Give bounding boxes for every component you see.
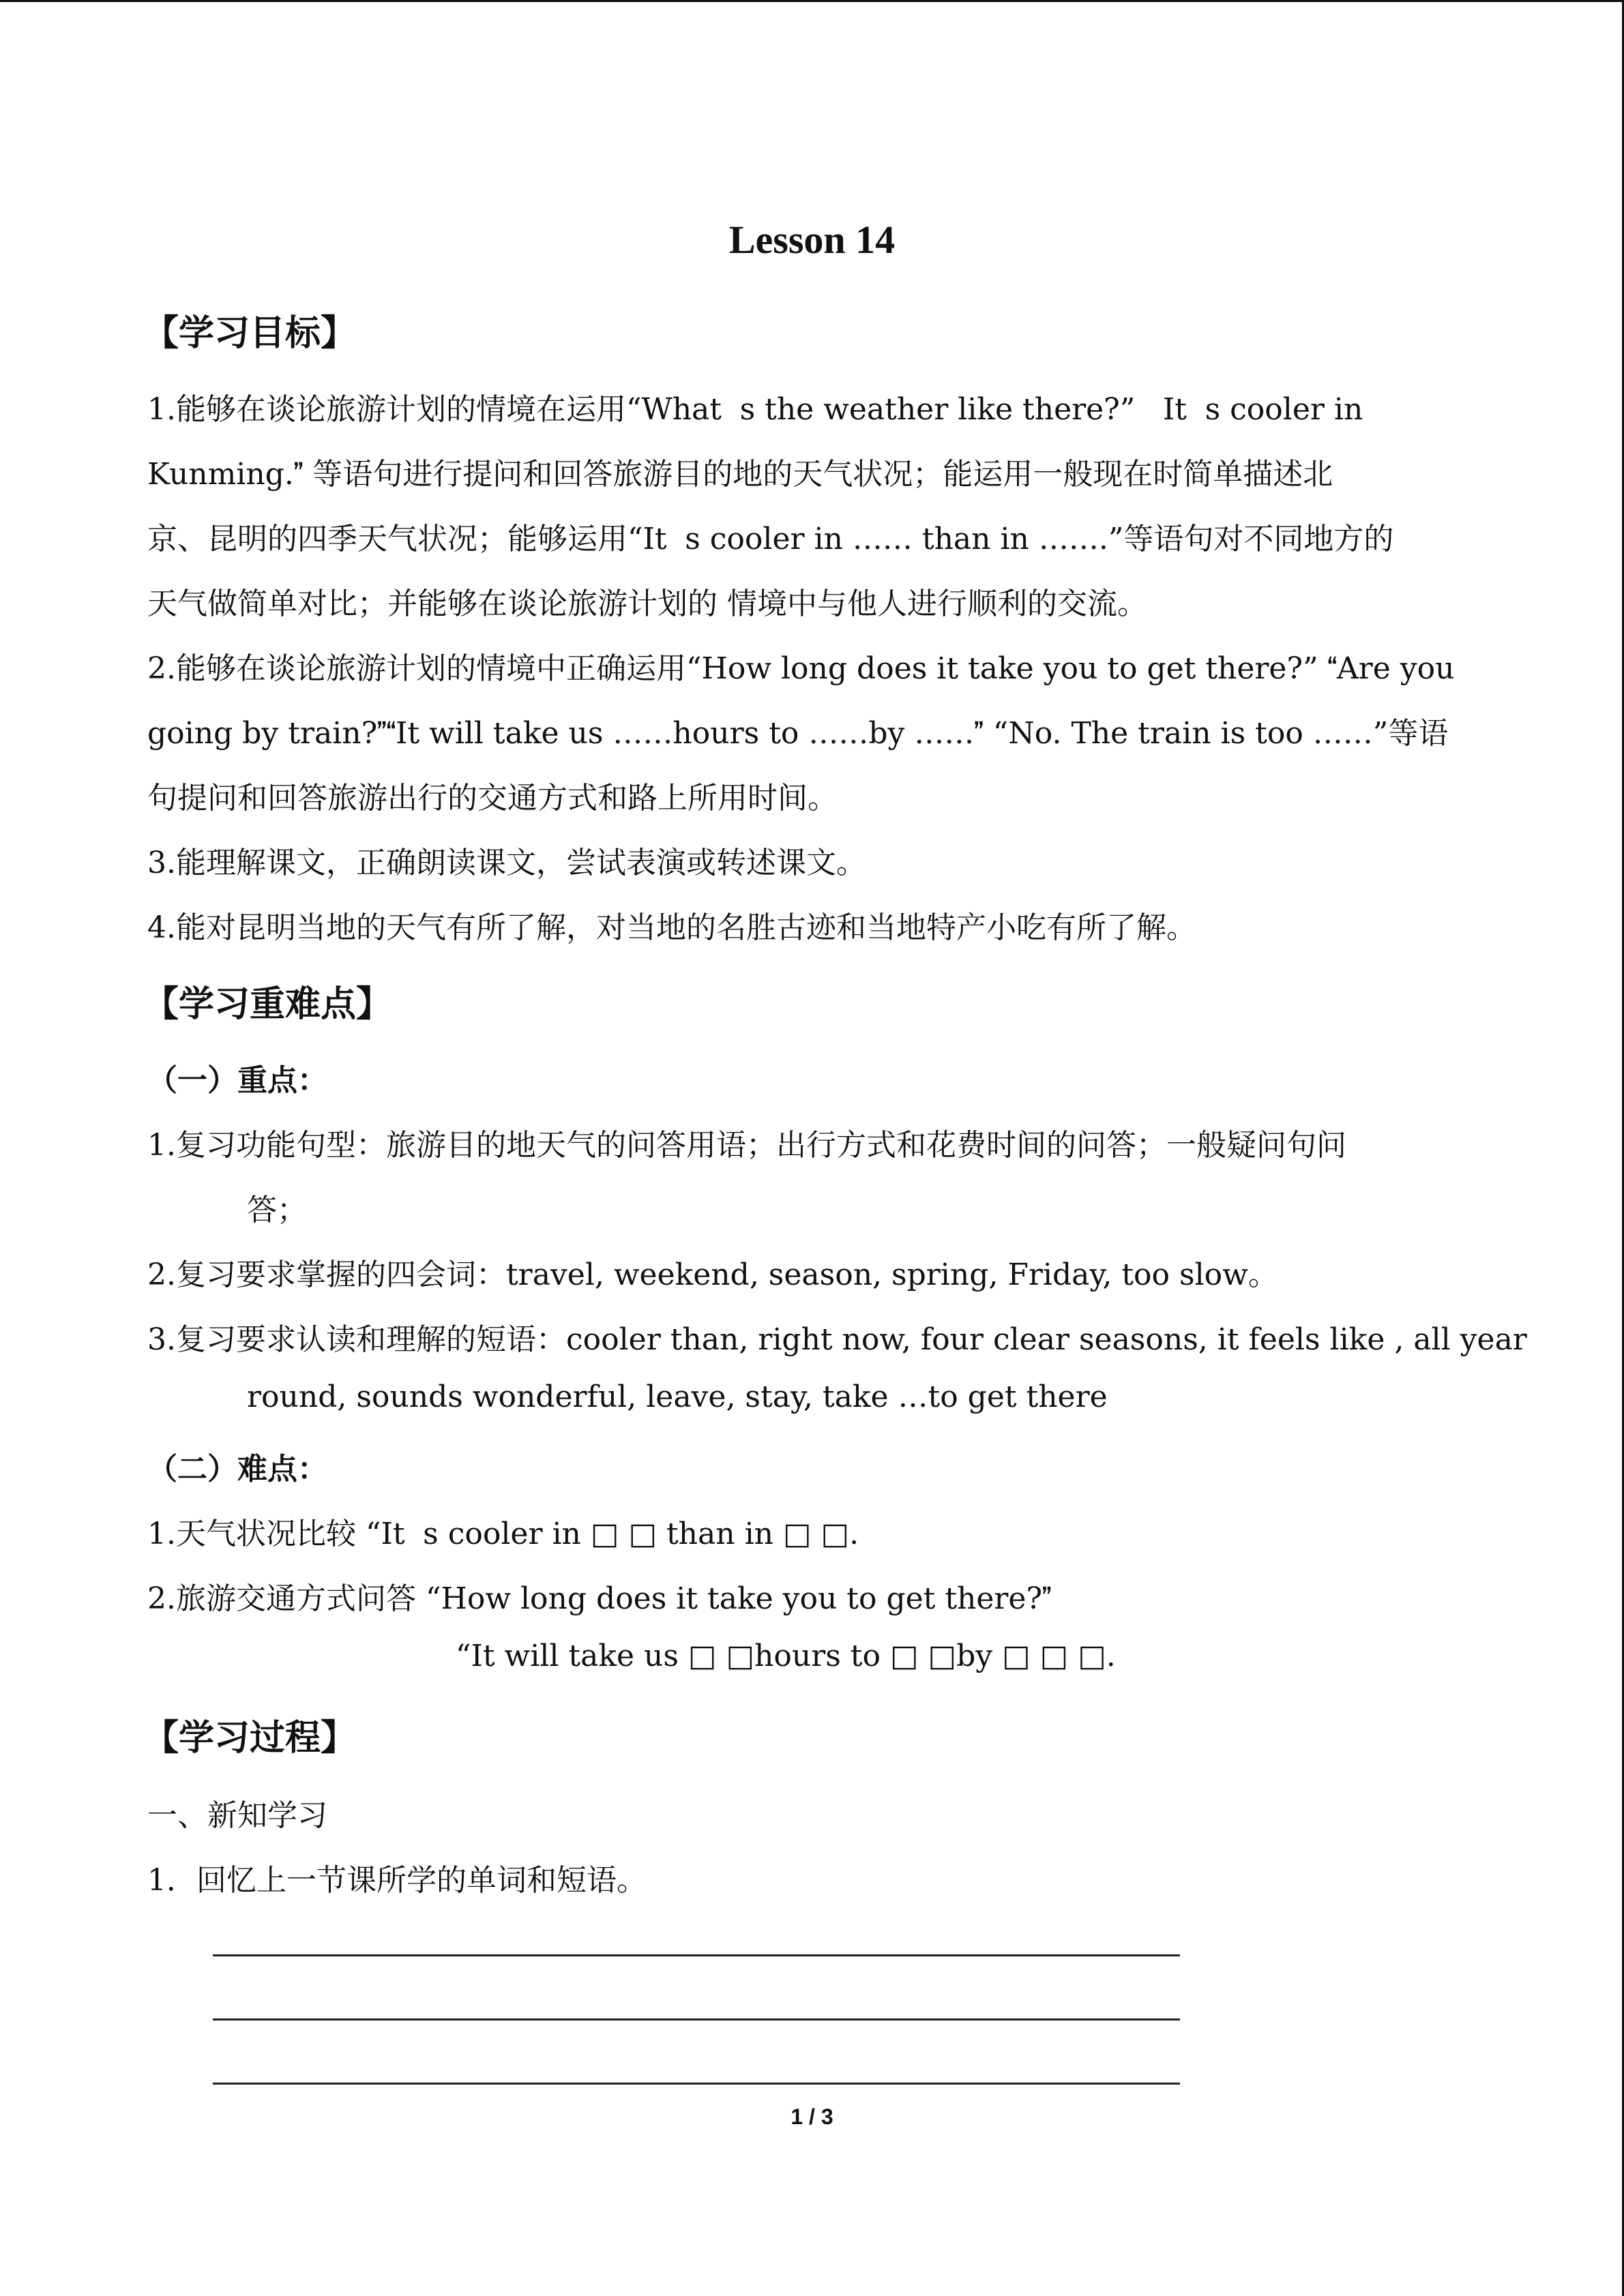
page-number: 1 / 3 xyxy=(791,2104,833,2129)
objectives-line-1: 1.能够在谈论旅游计划的情境在运用“Whats the weather like there?” Its cooler in xyxy=(147,392,1363,427)
process-part-1: 一、新知学习 xyxy=(147,1798,327,1833)
answer-blank-line xyxy=(213,2018,1180,2021)
objectives-line-3: 京、昆明的四季天气状况；能够运用“Its cooler in …… than in …….”等语句对不同地方的 xyxy=(147,522,1394,556)
process-item-1: 1．回忆上一节课所学的单词和短语。 xyxy=(147,1863,647,1898)
difficulty-line-1: 1.天气状况比较 “Its cooler in □ □ than in □ □. xyxy=(147,1517,877,1551)
key-points-heading: 【学习重难点】 xyxy=(143,984,392,1025)
objectives-line-7: 句提问和回答旅游出行的交通方式和路上所用时间。 xyxy=(147,781,838,816)
objectives-line-8: 3.能理解课文，正确朗读课文，尝试表演或转述课文。 xyxy=(147,846,866,880)
key-points-line-3: 2.复习要求掌握的四会词：travel, weekend, season, spring, Friday, too slow。 xyxy=(147,1257,1278,1292)
objectives-line-6: going by train?It will take us ……hours to ……by …… “No. The train is too ……”等语 xyxy=(147,716,1449,751)
key-points-sub-1: （一）重点： xyxy=(147,1063,327,1098)
objectives-line-4: 天气做简单对比；并能够在谈论旅游计划的 情境中与他人进行顺利的交流。 xyxy=(147,586,1147,621)
page-border-top xyxy=(0,0,1624,2)
objectives-line-9: 4.能对昆明当地的天气有所了解，对当地的名胜古迹和当地特产小吃有所了解。 xyxy=(147,910,1196,945)
objectives-heading: 【学习目标】 xyxy=(143,313,357,354)
objectives-line-2: Kunming. 等语句进行提问和回答旅游目的地的天气状况；能运用一般现在时简单描述北 xyxy=(147,457,1333,492)
answer-blank-line xyxy=(213,1954,1180,1956)
key-points-line-1: 1.复习功能句型：旅游目的地天气的问答用语；出行方式和花费时间的问答；一般疑问句问 xyxy=(147,1128,1346,1163)
key-points-line-5: round, sounds wonderful, leave, stay, take …to get there xyxy=(247,1380,1108,1414)
answer-blank-line xyxy=(213,2083,1180,2085)
difficulty-line-3: “It will take us □ □hours to □ □by □ □ □. xyxy=(456,1639,1116,1673)
difficulty-line-2: 2.旅游交通方式问答 “How long does it take you to get there? xyxy=(147,1581,1052,1616)
process-heading: 【学习过程】 xyxy=(143,1718,357,1759)
key-points-line-2: 答； xyxy=(247,1193,307,1227)
page-title: Lesson 14 xyxy=(728,218,896,262)
objectives-line-5: 2.能够在谈论旅游计划的情境中正确运用“How long does it take you to get there?” Are you xyxy=(147,651,1455,686)
key-points-sub-2: （二）难点： xyxy=(147,1452,327,1487)
key-points-line-4: 3.复习要求认读和理解的短语：cooler than, right now, four clear seasons, it feels like , all year xyxy=(147,1322,1527,1357)
